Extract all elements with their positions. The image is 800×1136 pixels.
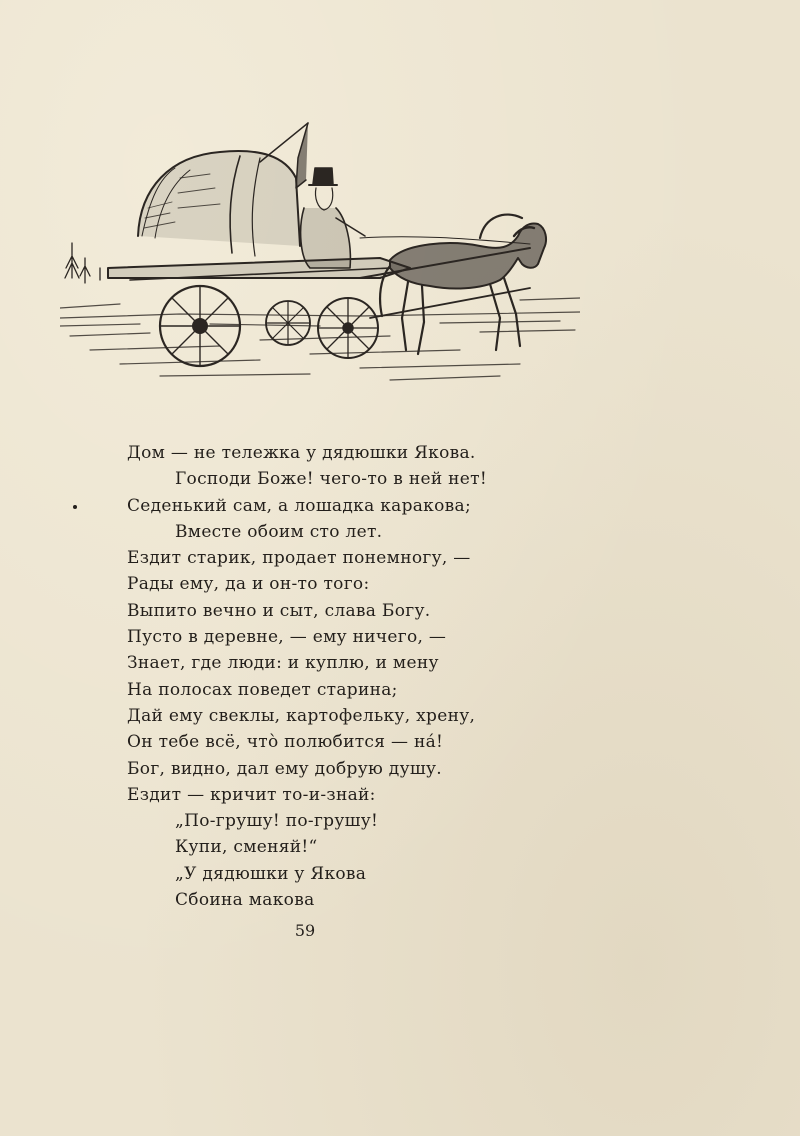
poem-line: Дом — не тележка у дядюшки Якова.	[127, 443, 476, 463]
poem-line: Бог, видно, дал ему добрую душу.	[127, 758, 442, 779]
poem-line: Купи, сменяй!“	[175, 837, 318, 858]
poem-line: Седенький сам, а лошадка каракова;	[127, 495, 471, 516]
poem-line: На полосах поведет старина;	[127, 679, 398, 700]
poem-text	[127, 440, 647, 913]
poem-line: Сбоина макова	[175, 890, 315, 911]
poem-line: Дай ему свеклы, картофельку, хрену,	[127, 705, 476, 726]
poem-line: Знает, где люди: и куплю, и мену	[127, 653, 439, 674]
poem-line: „По-грушу! по-грушу!	[175, 811, 379, 832]
cart-illustration	[60, 118, 580, 390]
poem-line: Выпито вечно и сыт, слава Богу.	[127, 600, 431, 621]
poem-line: Пусто в деревне, — ему ничего, —	[127, 627, 447, 648]
poem-line: Ездит — кричит то-и-знай:	[127, 784, 376, 805]
poem-line: Он тебе всё, что̀ полюбится — на́!	[127, 732, 444, 753]
poem-line: Вместе обоим сто лет.	[175, 521, 383, 542]
poem-line: „У дядюшки у Якова	[175, 863, 367, 884]
margin-mark	[73, 505, 77, 509]
poem-line: Ездит старик, продает понемногу, —	[127, 548, 471, 569]
poem-line: Господи Боже! чего-то в ней нет!	[175, 469, 487, 490]
page-number: 59	[294, 921, 316, 940]
poem-line: Рады ему, да и он-то того:	[127, 574, 370, 595]
